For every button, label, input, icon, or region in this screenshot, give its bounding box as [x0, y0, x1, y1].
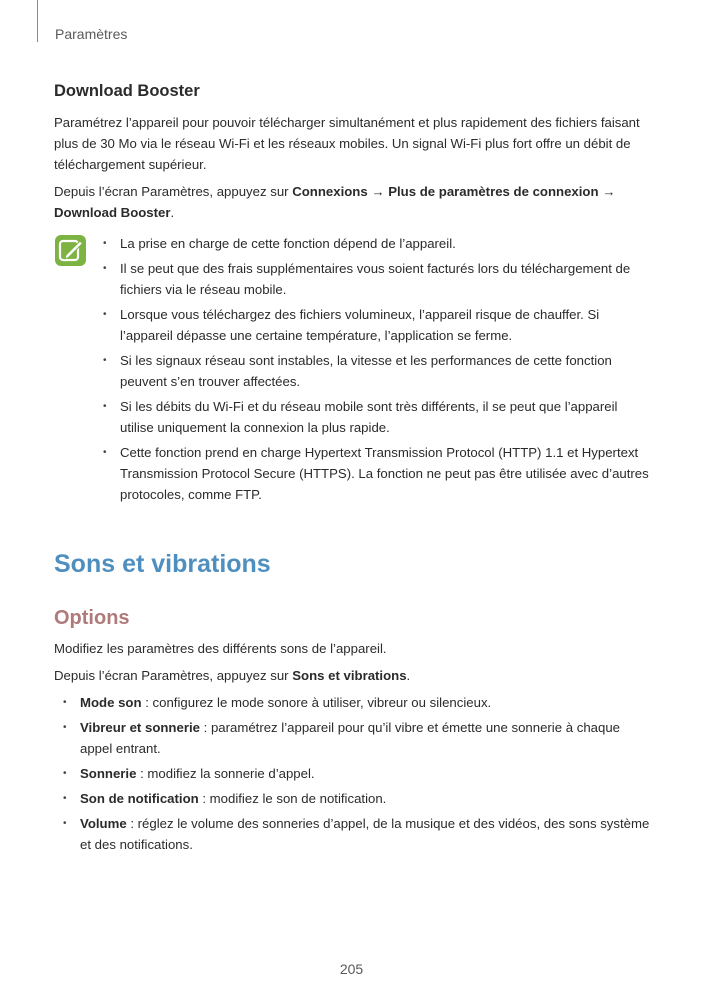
download-booster-intro: Paramétrez l’appareil pour pouvoir télécharger simultanément et plus rapidement des fichiers faisant plus de 30 Mo via le réseau Wi-Fi et les réseaux mobiles. Un signal Wi-Fi plus fort offre un débit de téléchargement supérieur.: [54, 115, 640, 172]
note-list: [54, 233, 650, 505]
path-connexions: Connexions: [292, 184, 368, 199]
option-term: Sonnerie: [80, 766, 137, 781]
sons-section-title: Sons et vibrations: [54, 550, 271, 578]
note-item: • La prise en charge de cette fonction dépend de l’appareil.: [120, 233, 650, 254]
download-booster-path: [54, 181, 650, 223]
option-term: Mode son: [80, 695, 142, 710]
note-item: • Si les signaux réseau sont instables, la vitesse et les performances de cette fonction peuvent s’en trouver affectées.: [120, 350, 650, 392]
option-term: Volume: [80, 816, 127, 831]
path-end: .: [406, 668, 411, 683]
note-item: • Il se peut que des frais supplémentaires vous soient facturés lors du téléchargement de fichiers via le réseau mobile.: [120, 258, 650, 300]
path-prefix: Depuis l’écran Paramètres, appuyez sur: [54, 184, 293, 199]
option-item-son-notification: [80, 788, 650, 809]
note-pencil-icon: [54, 234, 87, 267]
options-list: [54, 692, 650, 855]
header-rule: [37, 0, 38, 42]
option-desc: : paramétrez l’appareil pour qu’il vibre et émette une sonnerie à chaque appel entrant.: [80, 720, 621, 756]
path-arrow: →: [367, 184, 389, 199]
note-item: • Lorsque vous téléchargez des fichiers volumineux, l’appareil risque de chauffer. Si l’appareil dépasse une certaine température, l’application se ferme.: [120, 304, 650, 346]
path-plus-parametres: Plus de paramètres de connexion: [388, 184, 599, 199]
option-item-vibreur-sonnerie: [80, 717, 650, 759]
option-term: Son de notification: [80, 791, 199, 806]
option-desc: : réglez le volume des sonneries d’appel, de la musique et des vidéos, des sons système et des notifications.: [80, 816, 650, 852]
download-booster-heading: Download Booster: [54, 82, 200, 100]
option-desc: : modifiez le son de notification.: [198, 791, 387, 806]
option-item-sonnerie: [80, 763, 650, 784]
option-desc: : modifiez la sonnerie d’appel.: [136, 766, 315, 781]
note-item: • Si les débits du Wi-Fi et du réseau mobile sont très différents, il se peut que l’appareil utilise uniquement la connexion la plus rapide.: [120, 396, 650, 438]
path-end: .: [170, 205, 175, 220]
page-content: [54, 82, 650, 859]
option-item-volume: [80, 813, 650, 855]
option-term: Vibreur et sonnerie: [80, 720, 200, 735]
path-prefix: Depuis l’écran Paramètres, appuyez sur: [54, 668, 293, 683]
sons-intro: Modifiez les paramètres des différents sons de l’appareil.: [54, 641, 387, 656]
running-header: Paramètres: [55, 26, 128, 42]
option-item-mode-son: [80, 692, 650, 713]
path-sons-vibrations: Sons et vibrations: [292, 668, 407, 683]
options-heading: Options: [54, 607, 130, 629]
option-desc: : configurez le mode sonore à utiliser, vibreur ou silencieux.: [141, 695, 492, 710]
sons-path: [54, 665, 650, 686]
path-arrow: →: [598, 184, 616, 199]
note-box: [54, 233, 650, 505]
note-item: • Cette fonction prend en charge Hypertext Transmission Protocol (HTTP) 1.1 et Hypertext Transmission Protocol Secure (HTTPS). La fonction ne peut pas être utilisée avec d’autres protocoles, comme FTP.: [120, 442, 650, 505]
path-download-booster: Download Booster: [54, 205, 171, 220]
page-number: 205: [339, 961, 364, 977]
